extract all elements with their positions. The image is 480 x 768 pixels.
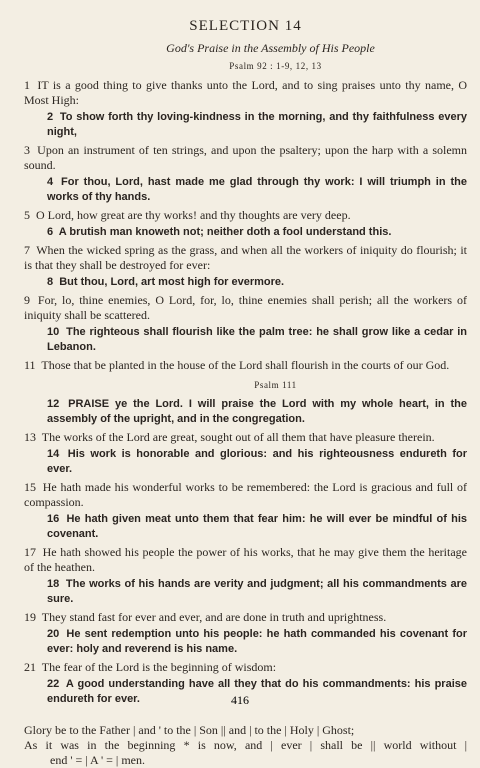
verse-text: Upon an instrument of ten strings, and upon the psaltery; upon the harp with a solemn sound. [24, 143, 468, 172]
verse-text: A brutish man knoweth not; neither doth a fool understand this. [58, 226, 392, 238]
verse-number: 19 [24, 610, 36, 624]
verse-text: When the wicked spring as the grass, and when all the workers of iniquity do flourish; it is that they shall be destroyed for ever: [24, 243, 467, 272]
verse-text: IT is a good thing to give thanks unto the Lord, and to sing praises unto thy name, O Most High: [24, 78, 468, 107]
verse-text: They stand fast for ever and ever, and are done in truth and uprightness. [41, 610, 387, 624]
response-verse [24, 577, 467, 607]
psalm-92-verses [24, 78, 467, 373]
verse-number: 1 [24, 78, 30, 92]
verse-number: 5 [24, 208, 30, 222]
verse-text: O Lord, how great are thy works! and thy thoughts are very deep. [36, 208, 351, 222]
psalm-111-verses [24, 397, 467, 707]
leader-verse [24, 358, 467, 373]
gloria-patri [24, 723, 467, 768]
leader-verse [24, 293, 467, 323]
verse-text: Those that be planted in the house of the Lord shall flourish in the courts of our God. [41, 358, 450, 372]
verse-text: PRAISE ye the Lord. I will praise the Lord with my whole heart, in the assembly of the upright, and in the congregation. [47, 398, 468, 425]
leader-verse [24, 610, 467, 625]
leader-verse [24, 208, 467, 223]
page-number: 416 [231, 693, 249, 707]
verse-text: He hath showed his people the power of his works, that he may give them the heritage of the heathen. [24, 545, 467, 574]
response-verse [24, 175, 467, 205]
response-verse [24, 110, 467, 140]
response-verse [24, 225, 467, 240]
verse-text: For thou, Lord, hast made me glad through thy work: I will triumph in the works of thy hands. [47, 176, 467, 203]
response-verse [24, 627, 467, 657]
verse-number: 4 [47, 176, 54, 188]
verse-text: The works of the Lord are great, sought out of all them that have pleasure therein. [41, 430, 435, 444]
verse-number: 20 [47, 628, 60, 640]
leader-verse [24, 545, 467, 575]
verse-number: 10 [47, 326, 60, 338]
verse-text: But thou, Lord, art most high for evermore. [59, 276, 285, 288]
verse-text: A good understanding have all they that do his commandments: his praise endureth for ever. [47, 678, 467, 705]
verse-text: For, lo, thine enemies, O Lord, for, lo, thine enemies shall perish; all the workers of iniquity shall be scattered. [24, 293, 467, 322]
verse-text: The works of his hands are verity and judgment; all his commandments are sure. [47, 578, 468, 605]
verse-text: The fear of the Lord is the beginning of wisdom: [41, 660, 277, 674]
leader-verse [24, 143, 467, 173]
verse-text: He hath given meat unto them that fear him: he will ever be mindful of his covenant. [47, 513, 467, 540]
verse-number: 14 [47, 448, 60, 460]
verse-number: 2 [47, 111, 54, 123]
verse-text: He hath made his wonderful works to be remembered: the Lord is gracious and full of compassion. [24, 480, 467, 509]
selection-subtitle: God's Praise in the Assembly of His People [166, 41, 375, 55]
leader-verse [24, 243, 467, 273]
verse-number: 16 [47, 513, 60, 525]
verse-number: 12 [47, 398, 60, 410]
verse-text: The righteous shall flourish like the palm tree: he shall grow like a cedar in Lebanon. [47, 326, 467, 353]
response-verse [24, 325, 467, 355]
leader-verse [24, 660, 467, 675]
psalm-reference-111: Psalm 111 [254, 380, 297, 390]
gloria-line-3: end ' = | A ' = | men. [50, 753, 145, 767]
leader-verse [24, 430, 467, 445]
verse-number: 17 [24, 545, 36, 559]
psalm-reference-92: Psalm 92 : 1-9, 12, 13 [229, 61, 322, 71]
verse-number: 15 [24, 480, 36, 494]
selection-title: SELECTION 14 [189, 18, 302, 34]
verse-number: 11 [24, 358, 36, 372]
verse-number: 18 [47, 578, 60, 590]
verse-text: To show forth thy loving-kindness in the morning, and thy faithfulness every night, [47, 111, 467, 138]
verse-number: 8 [47, 276, 54, 288]
response-verse [24, 512, 467, 542]
verse-number: 6 [47, 226, 54, 238]
verse-text: He sent redemption unto his people: he hath commanded his covenant for ever: holy and reverend is his name. [47, 628, 467, 655]
verse-number: 9 [24, 293, 30, 307]
leader-verse [24, 78, 467, 108]
verse-text: His work is honorable and glorious: and his righteousness endureth for ever. [47, 448, 467, 475]
gloria-line-1: Glory be to the Father | and ' to the | Son || and | to the | Holy | Ghost; [24, 723, 355, 737]
verse-number: 3 [24, 143, 30, 157]
verse-number: 13 [24, 430, 36, 444]
verse-number: 21 [24, 660, 36, 674]
leader-verse [24, 480, 467, 510]
gloria-line-2: As it was in the beginning * is now, and | ever | shall be || world without | [24, 738, 467, 752]
verse-number: 22 [47, 678, 60, 690]
response-verse [24, 275, 467, 290]
verse-number: 7 [24, 243, 30, 257]
response-verse [24, 397, 467, 427]
response-verse [24, 447, 467, 477]
